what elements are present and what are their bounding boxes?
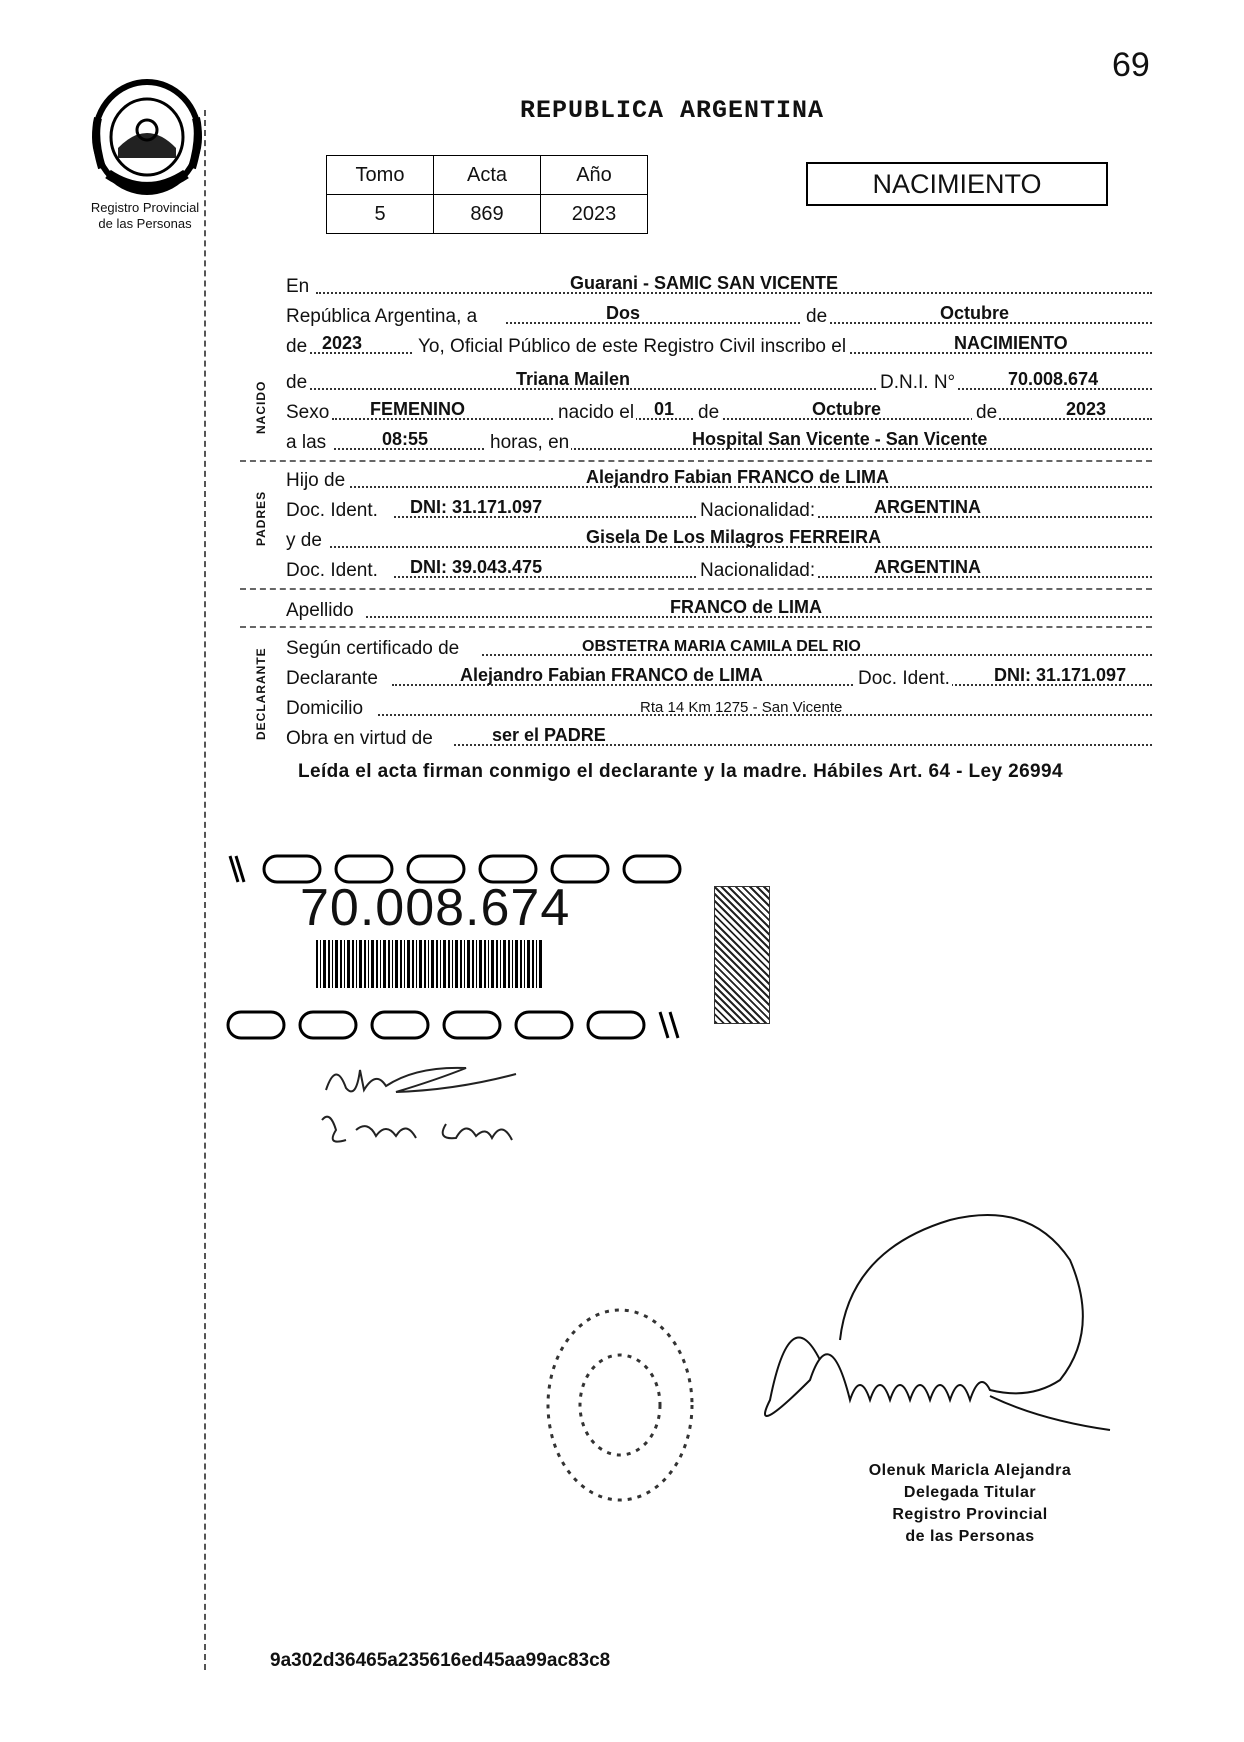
label-de-anio: de [286,336,308,357]
side-label-padres: PADRES [254,490,268,546]
value-mes-nacimiento: Octubre [812,399,882,419]
left-margin-line [204,110,207,1670]
row-madre-doc [286,554,1152,584]
value-tipo-acta: NACIMIENTO [954,333,1068,353]
row-obra [286,722,1152,752]
value-apellido: FRANCO de LIMA [670,597,822,617]
row-padre [286,464,1152,494]
label-nacionalidad-madre: Nacionalidad: [696,560,817,582]
acta-header-tomo: Tomo [327,156,434,195]
value-mes-inscripcion: Octubre [940,303,1010,323]
hologram-security-mark [714,886,770,1024]
official-block [840,1460,1100,1548]
registry-caption-line1: Registro Provincial [90,200,200,215]
value-anio-inscripcion: 2023 [322,333,363,353]
row-sexo [286,396,1152,426]
acta-value-acta: 869 [434,195,541,234]
label-de-mes: de [802,306,829,328]
value-domicilio: Rta 14 Km 1275 - San Vicente [640,699,843,716]
row-padre-doc [286,494,1152,524]
value-dni: 70.008.674 [1008,369,1099,389]
side-label-declarante: DECLARANTE [254,647,268,740]
label-declarante: Declarante [286,668,378,689]
value-madre: Gisela De Los Milagros FERREIRA [586,527,882,547]
registry-seal-logo [88,78,206,196]
label-en: En [286,276,310,297]
official-signature [730,1200,1130,1440]
label-horas-en: horas, en [486,432,571,454]
label-segun-certificado: Según certificado de [286,638,460,659]
acta-header-anio: Año [541,156,648,195]
acta-value-anio: 2023 [541,195,648,234]
official-stamp [530,1290,710,1520]
registry-caption [70,200,220,232]
official-org-line1: Registro Provincial [892,1506,1048,1523]
document-hash: 9a302d36465a235616ed45aa99ac83c8 [270,1650,611,1671]
acta-value-tomo: 5 [327,195,434,234]
value-madre-doc: DNI: 39.043.475 [410,557,543,577]
acta-table [326,155,648,234]
label-doc-ident-padre: Doc. Ident. [286,500,378,521]
label-republica: República Argentina, a [286,306,478,327]
label-nacido-el: nacido el [554,402,636,424]
separator [240,588,1152,590]
row-domicilio [286,692,1152,722]
label-doc-ident-madre: Doc. Ident. [286,560,378,581]
security-strip-bottom [224,1008,694,1042]
official-name: Olenuk Maricla Alejandra [868,1462,1072,1479]
label-apellido: Apellido [286,600,354,621]
value-lugar-nacimiento: Hospital San Vicente - San Vicente [692,429,988,449]
separator [240,460,1152,462]
value-dia-inscripcion: Dos [606,303,641,323]
value-anio-nacimiento: 2023 [1066,399,1107,419]
side-label-nacido: NACIDO [254,380,268,434]
row-madre [286,524,1152,554]
label-doc-ident-declarante: Doc. Ident. [854,668,952,690]
page-number: 69 [1112,46,1150,84]
row-apellido [286,594,1152,624]
label-de-anio-nac: de [972,402,999,424]
label-yo-oficial: Yo, Oficial Público de este Registro Civil inscribo el [414,336,848,358]
row-anio-tipo [286,330,1152,360]
value-padre: Alejandro Fabian FRANCO de LIMA [586,467,890,487]
label-de-mes-nac: de [694,402,721,424]
value-sexo: FEMENINO [370,399,466,419]
barcode [316,940,544,988]
page-title: REPUBLICA ARGENTINA [520,96,825,125]
security-pattern-icon [224,1008,694,1042]
value-declarante: Alejandro Fabian FRANCO de LIMA [460,665,764,685]
label-hijo-de: Hijo de [286,470,346,491]
row-fecha-inscripcion [286,300,1152,330]
official-org-line2: de las Personas [905,1528,1035,1545]
record-type-box: NACIMIENTO [806,162,1108,206]
value-obra: ser el PADRE [492,725,606,745]
value-declarante-doc: DNI: 31.171.097 [994,665,1127,685]
row-declarante [286,662,1152,692]
label-obra-virtud: Obra en virtud de [286,728,433,749]
label-dni: D.N.I. N° [876,372,957,394]
declarant-signatures [316,1050,556,1160]
separator [240,626,1152,628]
row-certificado [286,632,1152,662]
value-hora: 08:55 [382,429,429,449]
label-sexo: Sexo [286,402,330,423]
dni-large-number: 70.008.674 [300,879,571,937]
value-certificado: OBSTETRA MARIA CAMILA DEL RIO [582,638,861,655]
closing-legend: Leída el acta firman conmigo el declarante y la madre. Hábiles Art. 64 - Ley 26994 [298,761,1063,782]
label-a-las: a las [286,432,327,453]
value-padre-doc: DNI: 31.171.097 [410,497,543,517]
label-nacionalidad-padre: Nacionalidad: [696,500,817,522]
value-nombre: Triana Mailen [516,369,631,389]
official-role: Delegada Titular [903,1484,1037,1501]
row-lugar [286,270,1152,300]
row-hora-lugar [286,426,1152,456]
registry-caption-line2: de las Personas [98,216,192,231]
value-padre-nacionalidad: ARGENTINA [874,497,981,517]
acta-header-acta: Acta [434,156,541,195]
value-lugar: Guarani - SAMIC SAN VICENTE [570,273,839,293]
label-y-de: y de [286,530,322,551]
value-madre-nacionalidad: ARGENTINA [874,557,981,577]
value-dia-nacimiento: 01 [654,399,675,419]
label-de-nombre: de [286,372,308,393]
label-domicilio: Domicilio [286,698,364,719]
row-nombre [286,366,1152,396]
